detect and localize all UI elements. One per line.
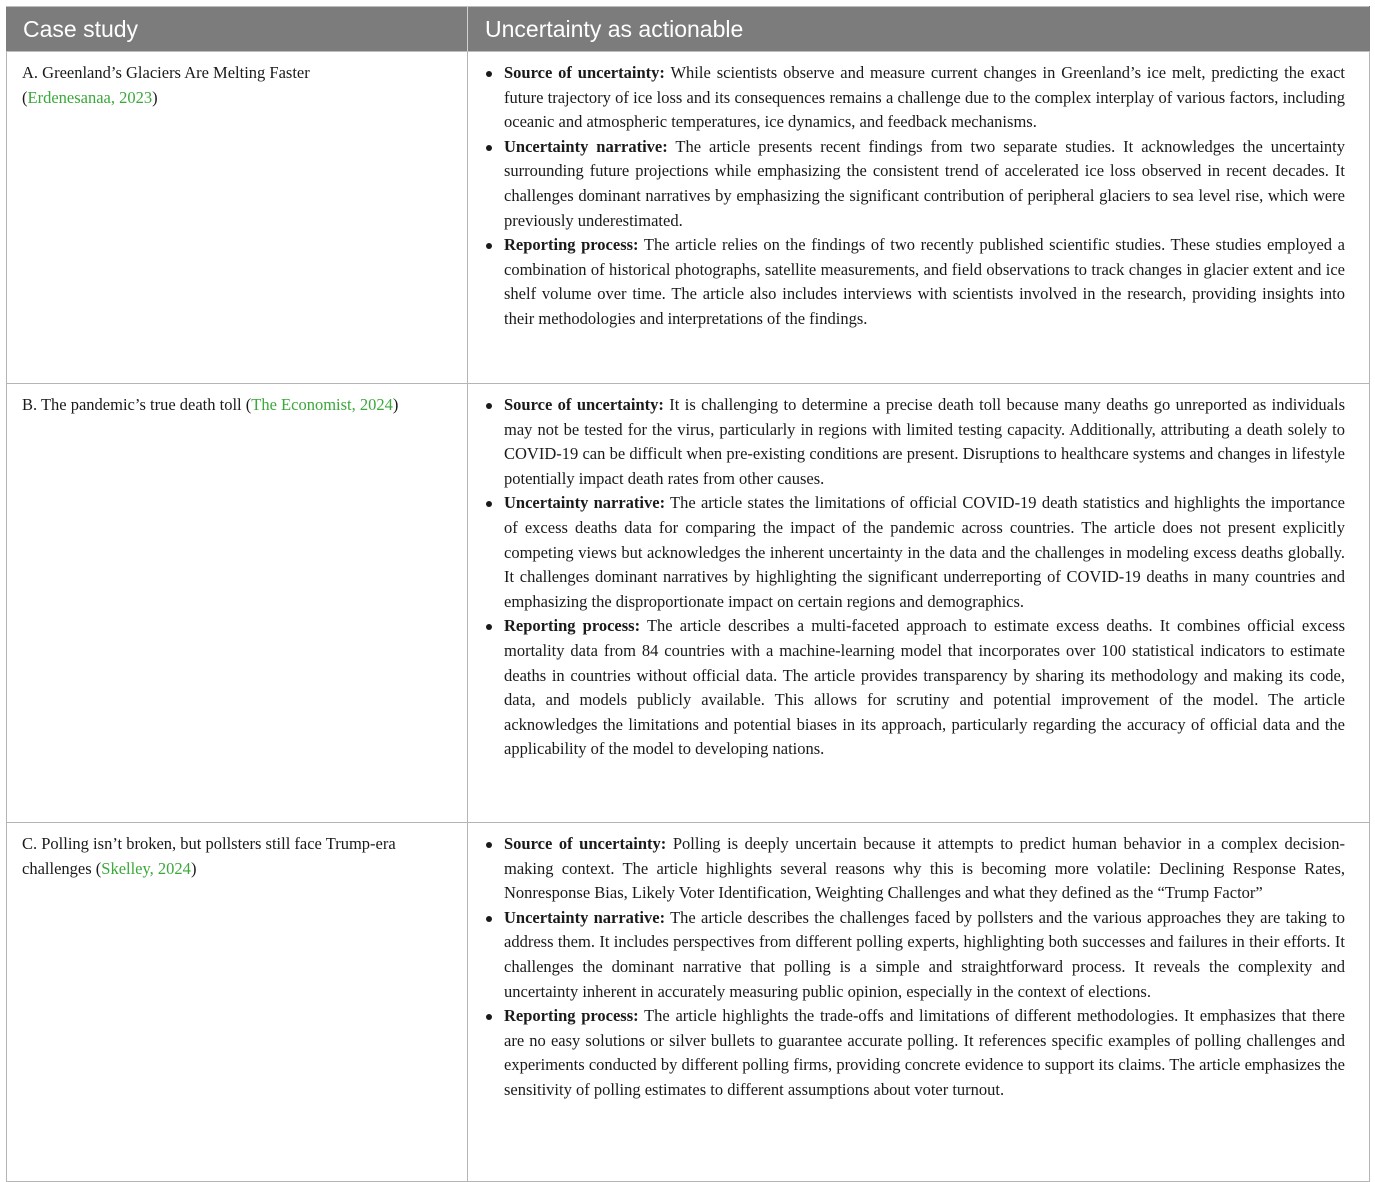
case-cell	[7, 823, 468, 1182]
point-label: Uncertainty narrative:	[504, 136, 668, 156]
table-row	[7, 384, 1370, 823]
reference-link[interactable]: The Economist, 2024	[251, 395, 393, 414]
list-item	[484, 135, 1345, 233]
case-cell	[7, 52, 468, 384]
table-header-row	[7, 7, 1370, 52]
column-header-case-study: Case study	[7, 7, 468, 52]
column-header-uncertainty: Uncertainty as actionable	[468, 7, 1370, 52]
list-item	[484, 906, 1345, 1004]
point-label: Source of uncertainty:	[504, 834, 667, 853]
point-text: The article relies on the findings of two recently published scientific studies. These studies employed a combination of historical photographs, satellite measurements, and field observations to track changes in glacier extent and ice shelf volume over time. The article also includes interviews with scientists involved in the research, providing insights into their methodologies and interpretations of the findings.	[504, 235, 1345, 328]
bullet-list	[484, 393, 1345, 762]
point-label: Uncertainty narrative:	[504, 493, 666, 513]
reference-link[interactable]: Skelley, 2024	[101, 858, 191, 878]
case-ref-open: (	[241, 395, 252, 414]
point-text: The article states the limitations of official COVID-19 death statistics and highlights the importance of excess deaths data for comparing the impact of the pandemic across countries. The article does not present explicitly competing views but acknowledges the inherent uncertainty in the data and the challenges in modeling excess deaths globally. It challenges dominant narratives by highlighting the significant underreporting of COVID-19 deaths in many countries and emphasizing the disproportionate impact on certain regions and demographics.	[504, 493, 1345, 611]
point-text: It is challenging to determine a precise death toll because many deaths go unreported as individuals may not be tested for the virus, particularly in regions with limited testing capacity. Additionally, attributing a death solely to COVID-19 can be difficult when pre-existing conditions are present. Disruptions to healthcare systems and changes in lifestyle potentially impact death rates from other causes.	[504, 395, 1345, 488]
point-text: The article highlights the trade-offs and limitations of different methodologies. It emphasizes that there are no easy solutions or silver bullets to guarantee accurate polling. It references specific examples of polling challenges and experiments conducted by different polling firms, providing concrete evidence to support its claims. The article emphasizes the sensitivity of polling estimates to different assumptions about voter turnout.	[504, 1006, 1346, 1099]
case-ref-close: )	[190, 858, 197, 878]
case-study-table	[6, 6, 1370, 1182]
point-text: The article describes the challenges faced by pollsters and the various approaches they are taking to address them. It includes perspectives from different polling experts, highlighting both successes and failures in their efforts. It challenges the dominant narrative that polling is a simple and straightforward process. It reveals the complexity and uncertainty inherent in accurately measuring public opinion, especially in the context of elections.	[504, 907, 1345, 1001]
reference-link[interactable]: Erdenesanaa, 2023	[27, 87, 153, 107]
case-title: B. The pandemic’s true death toll	[22, 395, 242, 414]
point-label: Source of uncertainty:	[504, 63, 665, 82]
point-label: Reporting process:	[504, 616, 641, 636]
detail-cell	[468, 52, 1370, 384]
detail-cell	[468, 823, 1370, 1182]
list-item	[484, 233, 1345, 331]
point-text: Polling is deeply uncertain because it attempts to predict human behavior in a complex decision-making context. The article highlights several reasons why this is becoming more volatile: Declining Response Rates, Nonresponse Bias, Likely Voter Identification, Weighting Challenges and what they defined as the “Trump Factor”	[504, 834, 1345, 903]
list-item	[484, 491, 1345, 614]
list-item	[484, 832, 1345, 906]
case-ref-close: )	[152, 87, 158, 107]
detail-cell	[468, 384, 1370, 823]
list-item	[484, 1004, 1345, 1102]
point-label: Reporting process:	[504, 1006, 639, 1026]
table-row	[7, 52, 1370, 384]
table-row	[7, 823, 1370, 1182]
case-title: C. Polling isn’t broken, but pollsters still face Trump-era challenges	[22, 834, 396, 878]
case-cell	[7, 384, 468, 823]
point-label: Reporting process:	[504, 235, 639, 255]
point-text: The article presents recent findings from two separate studies. It acknowledges the uncertainty surrounding future projections while emphasizing the consistent trend of accelerated ice loss observed in recent decades. It challenges dominant narratives by emphasizing the significant contribution of peripheral glaciers to sea level rise, which were previously underestimated.	[504, 136, 1345, 230]
case-ref-open: (	[91, 858, 102, 878]
list-item	[484, 614, 1345, 762]
list-item	[484, 393, 1345, 491]
point-label: Uncertainty narrative:	[504, 907, 666, 927]
point-text: The article describes a multi-faceted approach to estimate excess deaths. It combines official excess mortality data from 84 countries with a machine-learning model that incorporates over 100 statistical indicators to estimate deaths in countries without official data. The article provides transparency by sharing its methodology and making its code, data, and models publicly available. This allows for scrutiny and potential improvement of the model. The article acknowledges the limitations and potential biases in its approach, particularly regarding the accuracy of official data and the applicability of the model to developing nations.	[504, 616, 1345, 759]
list-item	[484, 61, 1345, 135]
point-label: Source of uncertainty:	[504, 395, 664, 414]
point-text: While scientists observe and measure current changes in Greenland’s ice melt, predicting the exact future trajectory of ice loss and its consequences remains a challenge due to the complex interplay of various factors, including oceanic and atmospheric temperatures, ice dynamics, and feedback mechanisms.	[504, 63, 1346, 132]
case-ref-close: )	[392, 395, 399, 414]
case-title: A. Greenland’s Glaciers Are Melting Faster	[22, 63, 310, 82]
bullet-list	[484, 61, 1345, 332]
bullet-list	[484, 832, 1345, 1103]
case-ref-open: (	[22, 87, 28, 107]
